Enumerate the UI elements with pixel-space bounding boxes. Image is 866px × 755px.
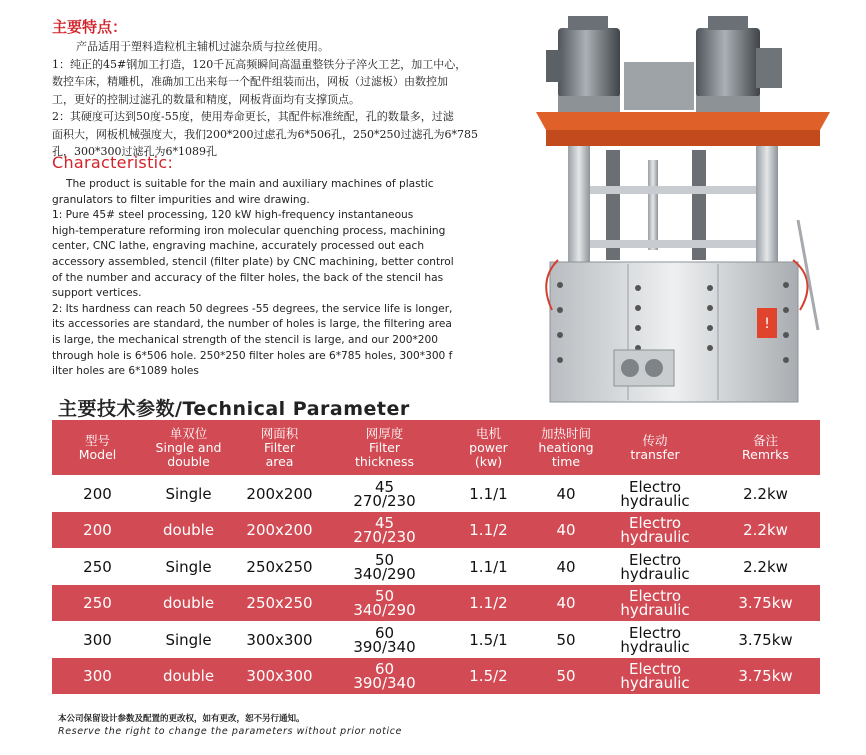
motor-left bbox=[546, 16, 620, 112]
header-cell: 网面积 Filter area bbox=[260, 425, 299, 469]
header-cell: 单双位 Single and double bbox=[155, 425, 222, 469]
cell-type: double bbox=[162, 594, 215, 612]
cell-thickness: 50 340/290 bbox=[353, 587, 416, 619]
cell-transfer: Electro hydraulic bbox=[620, 477, 690, 510]
cell-heat: 40 bbox=[556, 594, 576, 612]
table-row bbox=[52, 512, 820, 548]
en-line: granulators to filter impurities and wire drawing. bbox=[52, 193, 310, 206]
features-title: 主要特点： bbox=[52, 18, 128, 36]
cell-type: double bbox=[162, 521, 215, 539]
table-row bbox=[52, 621, 820, 658]
cell-model: 250 bbox=[83, 557, 112, 576]
en-line: its accessories are standard, the number of holes is large, the filtering area bbox=[52, 318, 452, 331]
cell-type: Single bbox=[165, 557, 212, 576]
cell-area: 300x300 bbox=[246, 630, 313, 649]
features-paragraph-cn bbox=[52, 38, 530, 161]
cell-type: Single bbox=[165, 630, 212, 649]
cell-transfer: Electro hydraulic bbox=[620, 660, 690, 692]
cell-heat: 40 bbox=[556, 557, 576, 576]
en-line: of the number and accuracy of the filter holes, the back of the stencil has bbox=[52, 271, 444, 284]
en-line: ilter holes are 6*1089 holes bbox=[52, 365, 199, 378]
cell-heat: 50 bbox=[556, 630, 576, 649]
cell-transfer: Electro hydraulic bbox=[620, 514, 690, 546]
cell-thickness: 50 340/290 bbox=[353, 550, 416, 583]
cell-model: 200 bbox=[83, 521, 112, 539]
cell-model: 300 bbox=[83, 667, 112, 685]
cell-model: 200 bbox=[83, 484, 112, 503]
en-line: high-temperature reforming iron molecular quenching process, machining bbox=[52, 224, 446, 237]
cell-remark: 2.2kw bbox=[743, 484, 788, 503]
cell-transfer: Electro hydraulic bbox=[620, 550, 690, 583]
warning-label-text: ! bbox=[764, 316, 770, 332]
cell-remark: 3.75kw bbox=[738, 630, 793, 649]
cell-heat: 50 bbox=[556, 667, 576, 685]
en-line: through hole is 6*506 hole. 250*250 filter holes are 6*785 holes, 300*300 f bbox=[52, 349, 453, 362]
cell-model: 250 bbox=[83, 594, 112, 612]
header-cell: 传动 transfer bbox=[630, 432, 680, 462]
cell-thickness: 45 270/230 bbox=[353, 477, 416, 510]
footer-note-en: Reserve the right to change the parameters without prior notice bbox=[58, 726, 402, 737]
table-row bbox=[52, 658, 820, 694]
cell-power: 1.5/1 bbox=[469, 630, 508, 649]
en-line: The product is suitable for the main and auxiliary machines of plastic bbox=[66, 178, 434, 190]
motor-right bbox=[696, 16, 782, 112]
cell-remark: 2.2kw bbox=[743, 557, 788, 576]
cell-thickness: 60 390/340 bbox=[353, 660, 416, 692]
cell-type: double bbox=[162, 667, 215, 685]
cell-area: 250x250 bbox=[246, 594, 313, 612]
technical-parameter-table bbox=[52, 420, 820, 694]
cell-transfer: Electro hydraulic bbox=[620, 623, 690, 656]
characteristic-paragraph-en bbox=[52, 177, 512, 380]
cell-power: 1.5/2 bbox=[469, 667, 508, 685]
screen-changer-machine-image bbox=[528, 10, 846, 408]
cell-area: 250x250 bbox=[246, 557, 313, 576]
cell-remark: 3.75kw bbox=[738, 594, 793, 612]
en-line: 1: Pure 45# steel processing, 120 kW high-frequency instantaneous bbox=[52, 209, 414, 222]
cn-line: 产品适用于塑料造粒机主辅机过滤杂质与拉丝使用。 bbox=[76, 40, 329, 53]
cn-line: 2：其硬度可达到50度-55度，使用寿命更长，其配件标准统配，孔的数量多，过滤 bbox=[52, 110, 454, 123]
table-row bbox=[52, 585, 820, 621]
table-header-row bbox=[52, 420, 820, 475]
header-cell: 加热时间 heationg time bbox=[538, 425, 594, 469]
en-line: support vertices. bbox=[52, 287, 142, 300]
cell-heat: 40 bbox=[556, 521, 576, 539]
header-cell: 网厚度 Filter thickness bbox=[354, 425, 415, 469]
cell-area: 300x300 bbox=[246, 667, 313, 685]
table-row bbox=[52, 475, 820, 512]
cell-power: 1.1/2 bbox=[469, 594, 508, 612]
cn-line: 1：纯正的45#钢加工打造，120千瓦高频瞬间高温重整铁分子淬火工艺，加工中心， bbox=[52, 57, 467, 71]
cell-thickness: 45 270/230 bbox=[353, 514, 416, 546]
cn-line: 数控车床，精雕机，准确加工出来每一个配件组装而出，网板（过滤板）由数控加 bbox=[52, 75, 448, 88]
cn-line: 工，更好的控制过滤孔的数量和精度，网板背面均有支撑顶点。 bbox=[52, 92, 360, 106]
cell-remark: 3.75kw bbox=[738, 667, 793, 685]
cell-remark: 2.2kw bbox=[743, 521, 788, 539]
cell-transfer: Electro hydraulic bbox=[620, 587, 690, 619]
en-line: is large, the mechanical strength of the stencil is large, and our 200*200 bbox=[52, 333, 438, 346]
cell-type: Single bbox=[165, 484, 212, 503]
en-line: accessory assembled, stencil (filter plate) by CNC machining, better control bbox=[52, 255, 454, 268]
cell-power: 1.1/2 bbox=[469, 521, 508, 539]
characteristic-title: Characteristic: bbox=[52, 153, 174, 172]
cell-model: 300 bbox=[83, 630, 112, 649]
cn-line: 孔，300*300过滤孔为6*1089孔 bbox=[52, 145, 217, 158]
cell-heat: 40 bbox=[556, 484, 576, 503]
header-cell: 备注 Remrks bbox=[742, 432, 789, 462]
header-cell: 型号 Model bbox=[78, 432, 117, 462]
en-line: center, CNC lathe, engraving machine, accurately processed out each bbox=[52, 240, 425, 253]
cell-area: 200x200 bbox=[246, 484, 313, 503]
cn-line: 面积大，网板机械强度大，我们200*200过虑孔为6*506孔，250*250过滤孔为6*785 bbox=[52, 127, 478, 141]
technical-parameter-title: 主要技术参数/Technical Parameter bbox=[58, 398, 410, 420]
footer-note-cn: 本公司保留设计参数及配置的更改权，如有更改，恕不另行通知。 bbox=[58, 714, 305, 724]
cell-thickness: 60 390/340 bbox=[353, 623, 416, 656]
cell-area: 200x200 bbox=[246, 521, 313, 539]
cell-power: 1.1/1 bbox=[469, 557, 508, 576]
en-line: 2: Its hardness can reach 50 degrees -55 degrees, the service life is longer, bbox=[52, 302, 453, 315]
header-cell: 电机 power (kw) bbox=[469, 425, 508, 469]
orange-crossbeam bbox=[536, 112, 830, 146]
cell-power: 1.1/1 bbox=[469, 484, 508, 503]
table-row bbox=[52, 548, 820, 585]
